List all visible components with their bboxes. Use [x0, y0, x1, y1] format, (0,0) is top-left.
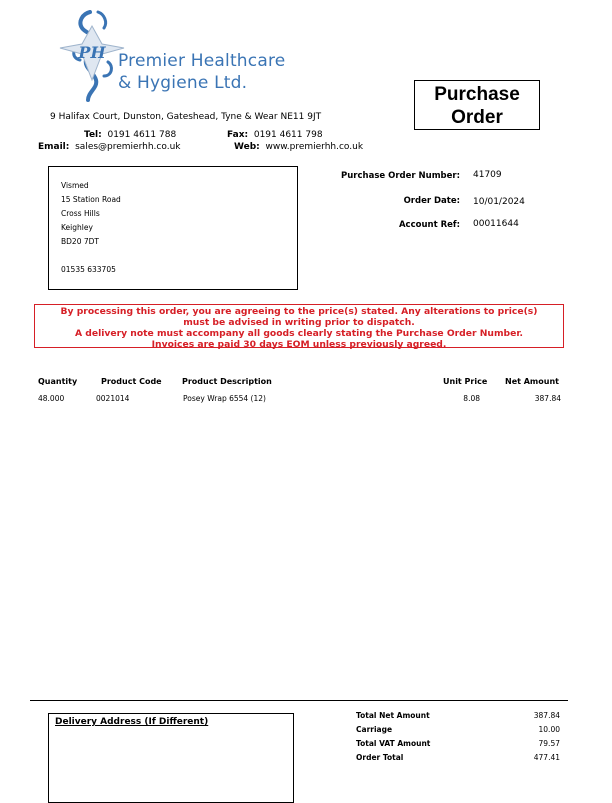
logo-letters: PH [78, 43, 106, 62]
total-vat-value: 79.57 [538, 739, 560, 748]
web-value: www.premierhh.co.uk [265, 142, 364, 152]
email-row [38, 142, 180, 152]
order-total-label: Order Total [356, 753, 404, 762]
col-header-unit-price: Unit Price [443, 377, 488, 386]
row-net-amount: 387.84 [534, 394, 561, 403]
company-name [118, 50, 285, 94]
email-value: sales@premierhh.co.uk [75, 142, 181, 152]
terms-line3: A delivery note must accompany all goods clearly stating the Purchase Order Number. [74, 328, 524, 339]
supplier-address-box [48, 166, 298, 290]
supplier-address-line3: Keighley [61, 223, 93, 232]
fax-value: 0191 4611 798 [253, 130, 323, 140]
terms-line4: Invoices are paid 30 days EOM unless previously agreed. [151, 339, 447, 350]
supplier-address-line2: Cross Hills [61, 209, 100, 218]
order-total-value: 477.41 [533, 753, 560, 762]
po-number-label: Purchase Order Number: [341, 171, 460, 181]
document-title-line2: Order [451, 107, 503, 128]
account-ref-label: Account Ref: [398, 220, 460, 230]
total-net-label: Total Net Amount [356, 711, 430, 720]
company-address: 9 Halifax Court, Dunston, Gateshead, Tyne & Wear NE11 9JT [50, 112, 322, 122]
col-header-description: Product Description [182, 377, 272, 386]
account-ref-value: 00011644 [473, 219, 519, 229]
web-row [234, 142, 363, 152]
terms-line1: By processing this order, you are agreeing to the price(s) stated. Any alterations to price(s) [60, 306, 538, 317]
po-number-value: 41709 [473, 170, 502, 180]
order-date-label: Order Date: [403, 196, 460, 206]
supplier-address-line1: 15 Station Road [61, 195, 121, 204]
tel-value: 0191 4611 788 [107, 130, 177, 140]
terms-line2: must be advised in writing prior to dispatch. [183, 317, 415, 328]
document-title-line1: Purchase [434, 84, 520, 105]
email-label: Email: [38, 142, 70, 152]
supplier-name: Vismed [61, 181, 89, 190]
supplier-postcode: BD20 7DT [61, 237, 99, 246]
fax-row [227, 130, 323, 140]
row-product-code: 0021014 [96, 394, 130, 403]
carriage-label: Carriage [356, 725, 393, 734]
supplier-phone: 01535 633705 [61, 265, 116, 274]
delivery-address-title: Delivery Address (If Different) [55, 717, 209, 727]
col-header-product-code: Product Code [101, 377, 162, 386]
total-net-value: 387.84 [533, 711, 560, 720]
web-label: Web: [234, 142, 260, 152]
tel-row [84, 130, 176, 140]
document-title-box [414, 80, 540, 130]
row-description: Posey Wrap 6554 (12) [183, 394, 266, 403]
order-date-value: 10/01/2024 [473, 197, 525, 207]
company-name-line1: Premier Healthcare [118, 51, 286, 71]
delivery-address-box [48, 713, 294, 803]
carriage-value: 10.00 [538, 725, 560, 734]
tel-label: Tel: [84, 130, 102, 140]
col-header-quantity: Quantity [38, 377, 78, 386]
fax-label: Fax: [227, 130, 249, 140]
row-quantity: 48.000 [38, 394, 65, 403]
total-vat-label: Total VAT Amount [356, 739, 431, 748]
terms-notice [34, 304, 564, 348]
col-header-net-amount: Net Amount [505, 377, 559, 386]
row-unit-price: 8.08 [463, 394, 480, 403]
footer-divider [30, 700, 568, 701]
company-name-line2: & Hygiene Ltd. [118, 73, 248, 93]
